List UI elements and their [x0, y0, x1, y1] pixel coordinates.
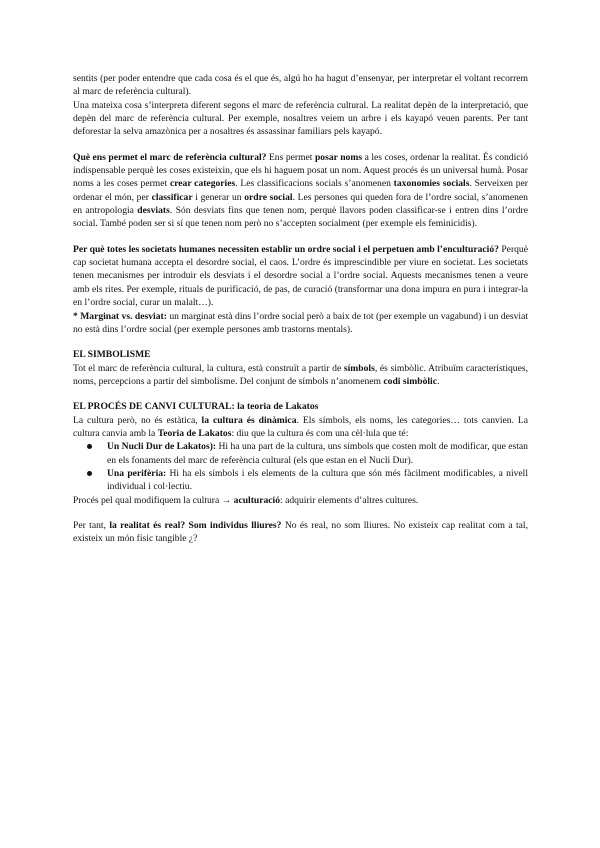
- question-frame: Què ens permet el marc de referència cultural?: [73, 151, 267, 163]
- paragraph-senses: sentits (per poder entendre que cada cosa és el que és, algú ho ha hagut d’ensenyar, per interpretar el voltant recorrem al marc de referència cultural).: [73, 73, 528, 98]
- paragraph-interpretation: Una mateixa cosa s’interpreta diferent segons el marc de referència cultural. La realitat depèn de la interpretació, que depèn del marc de referència cultural. Per exemple, nosaltres veiem un arbre i els kayapó veuen parents. Per tant deforestar la selva amazònica per a nosaltres és assassinar familiars pels kayapó.: [73, 99, 528, 138]
- list-item: Un Nucli Dur de Lakatos): Hi ha una part de la cultura, uns símbols que costen molt de modificar, que estan en els fonaments del marc de referència cultural (els que estan en el Nucli Dur).: [73, 440, 528, 467]
- paragraph-conclusion: Per tant, la realitat és real? Som individus lliures? No és real, no som lliures. No existeix cap realitat com a tal, existeix un món físic tangible ¿?: [73, 519, 528, 545]
- paragraph-dynamic-culture: La cultura però, no és estàtica, la cultura és dinàmica. Els símbols, els noms, les categories… tots canvien. La cultura canvia amb la Teoria de Lakatos: diu que la cultura és com una cèl·lula que té:: [73, 414, 528, 439]
- list-item: Una perifèria: Hi ha els símbols i els elements de la cultura que són més fàcilment modificables, a nivell individual i col·lectiu.: [73, 467, 528, 494]
- question-social-order: Per què totes les societats humanes necessiten establir un ordre social i el perpetuen amb l’enculturació?: [73, 243, 499, 255]
- paragraph-frame-of-reference: Què ens permet el marc de referència cultural? Ens permet posar noms a les coses, ordenar la realitat. És condició indispensable perquè les coses existeixin, que els hi haguem posat un nom. Aquest procés és un universal humà. Posar noms a les coses permet crear categories. Les classificacions socials s’anomenen taxonomies socials. Serveixen per ordenar el món, per classificar i generar un ordre social. Les persones qui queden fora de l’ordre social, s’anomenen en antropologia desviats. Són desviats fins que tenen nom, perquè llavors poden classificar-se i entren dins l’ordre social. També poden ser si sí que tenen nom però no s’accepten socialment (per exemple els feminicidis).: [73, 151, 528, 230]
- lakatos-list: [73, 440, 528, 493]
- paragraph-social-order: Per què totes les societats humanes necessiten establir un ordre social i el perpetuen amb l’enculturació? Perquè cap societat humana accepta el desordre social, el caos. L’ordre és imprescindible per viure en societat. Les societats tenen mecanismes per introduir els desviats i el desordre social a l’ordre social. Aquests mecanismes tenen a veure amb els rites. Per exemple, rituals de purificació, de pas, de curació (transformar una dona impura en pura i integrar-la en l’ordre social, curar un malalt…).: [73, 243, 528, 309]
- paragraph-acculturation: Procés pel qual modifiquem la cultura → aculturació: adquirir elements d’altres cultures.: [73, 494, 419, 506]
- bullet-icon: [87, 471, 92, 476]
- bullet-icon: [87, 444, 92, 449]
- heading-cultural-change: EL PROCÉS DE CANVI CULTURAL: la teoria de Lakatos: [73, 401, 319, 413]
- document-body: [73, 72, 528, 546]
- paragraph-marginal-vs-deviant: * Marginat vs. desviat: un marginat està dins l’ordre social però a baix de tot (per exemple un vagabund) i un desviat no està dins l’ordre social (per exemple persones amb trastorns mentals).: [73, 310, 528, 335]
- heading-symbolism: EL SIMBOLISME: [73, 349, 151, 361]
- paragraph-symbolism: Tot el marc de referència cultural, la cultura, està construït a partir de símbols, és simbòlic. Atribuïm característiques, noms, percepcions a partir del simbolisme. Del conjunt de símbols n’anomenem codi simbòlic.: [73, 362, 528, 387]
